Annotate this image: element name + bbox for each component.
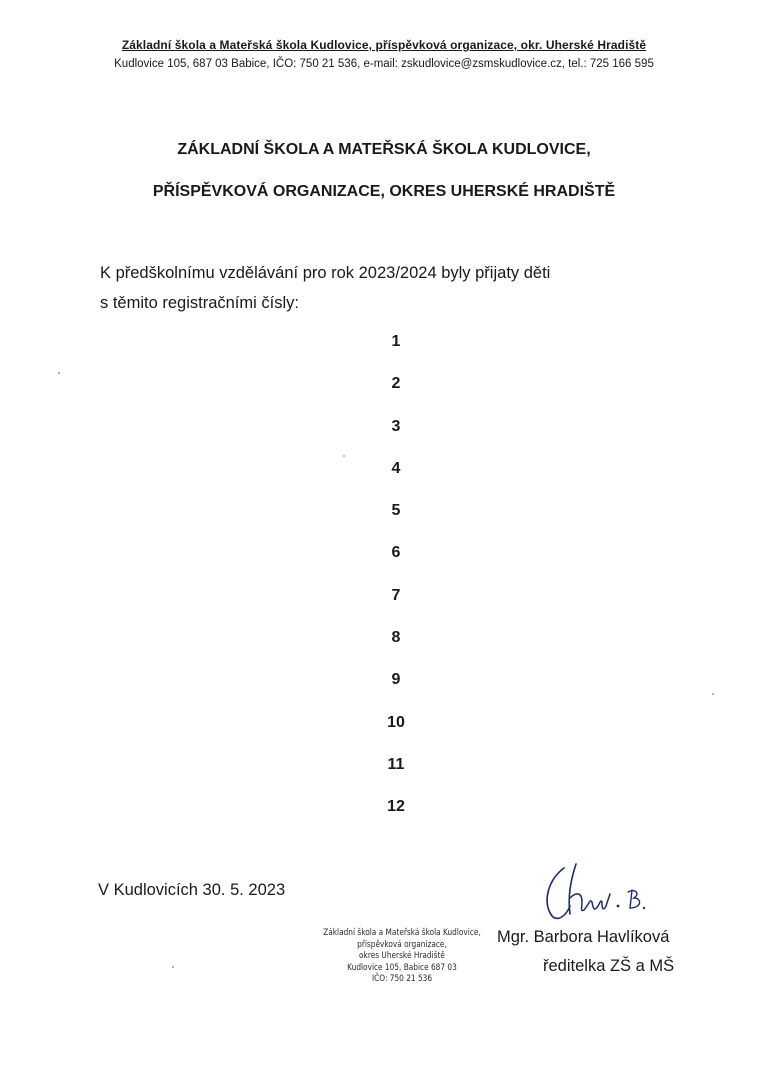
- registration-number: 2: [391, 375, 401, 393]
- registration-number-list: [346, 330, 446, 838]
- document-title-line-2: PŘÍSPĚVKOVÁ ORGANIZACE, OKRES UHERSKÉ HRADIŠTĚ: [152, 183, 616, 200]
- registration-number: 11: [387, 755, 405, 773]
- handwritten-signature: [540, 858, 660, 928]
- intro-text-line-1: K předškolnímu vzdělávání pro rok 2023/2024 byly přijaty děti: [100, 264, 551, 282]
- school-stamp: [315, 928, 489, 986]
- document-title-line-1: ZÁKLADNÍ ŠKOLA A MATEŘSKÁ ŠKOLA KUDLOVICE,: [177, 141, 591, 158]
- stamp-line: Kudlovice 105, Babice 687 03: [347, 962, 457, 973]
- registration-number: 10: [387, 713, 405, 731]
- registration-number: 7: [391, 586, 401, 604]
- registration-number: 12: [387, 798, 405, 816]
- registration-number: 1: [391, 333, 401, 350]
- registration-number: 9: [391, 671, 401, 689]
- registration-number: 3: [391, 417, 401, 435]
- scan-speck: [58, 372, 60, 374]
- letterhead-school-name: Základní škola a Mateřská škola Kudlovice, příspěvková organizace, okr. Uherské Hradiště: [121, 38, 647, 52]
- scan-speck: [712, 693, 714, 695]
- signer-name: Mgr. Barbora Havlíková: [497, 928, 670, 946]
- letterhead-address: Kudlovice 105, 687 03 Babice, IČO: 750 21 536, e-mail: zskudlovice@zsmskudlovice.cz, tel.: 725 166 595: [114, 58, 654, 70]
- stamp-line: příspěvková organizace,: [357, 939, 447, 950]
- stamp-line: okres Uherské Hradiště: [359, 951, 445, 961]
- stamp-line: Základní škola a Mateřská škola Kudlovice,: [323, 928, 481, 938]
- scan-speck: [343, 455, 345, 457]
- place-and-date: V Kudlovicích 30. 5. 2023: [98, 881, 286, 899]
- registration-number: 8: [391, 629, 401, 647]
- signer-role: ředitelka ZŠ a MŠ: [543, 957, 675, 975]
- registration-number: 4: [391, 459, 401, 477]
- registration-number: 6: [391, 544, 401, 562]
- scan-speck: [172, 966, 174, 968]
- intro-text-line-2: s těmito registračními čísly:: [100, 294, 299, 312]
- stamp-line: IČO: 750 21 536: [371, 974, 433, 984]
- registration-number: 5: [391, 502, 401, 520]
